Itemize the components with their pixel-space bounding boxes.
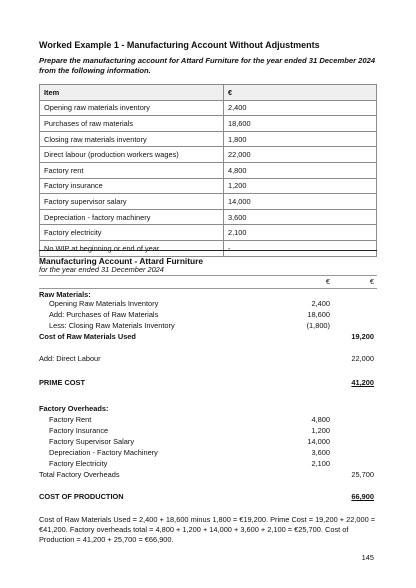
account-subtitle: for the year ended 31 December 2024 (39, 265, 164, 274)
row-label: Direct labour (production workers wages) (40, 147, 224, 163)
account-row (39, 459, 377, 469)
factory-insurance-value: 1,200 (311, 426, 330, 435)
raw-materials-label: Raw Materials: (39, 290, 91, 299)
table-row (40, 225, 377, 241)
row-label: Depreciation - factory machinery (40, 209, 224, 225)
factory-insurance-label: Factory Insurance (49, 426, 109, 435)
factory-electricity-value: 2,100 (311, 459, 330, 468)
row-value: - (224, 240, 377, 256)
row-label: Factory electricity (40, 225, 224, 241)
currency-col2: € (369, 277, 374, 286)
factory-electricity-label: Factory Electricity (49, 459, 108, 468)
row-label: Factory insurance (40, 178, 224, 194)
table-row (40, 147, 377, 163)
table-row (40, 209, 377, 225)
column-header-item: Item (40, 85, 224, 101)
account-row (39, 426, 377, 436)
summary-text: Cost of Raw Materials Used = 2,400 + 18,600 minus 1,800 = €19,200. Prime Cost = 19,200 + 22,000 = €41,200. Factory overheads total = 4,800 + 1,200 + 14,000 + 3,600 + 2,100 = €25,700. Cost of Production = 41,200 + 25,700 = €66,900. (39, 515, 376, 544)
account-row (39, 321, 377, 331)
row-label: Closing raw materials inventory (40, 131, 224, 147)
closing-inventory-value: (1,800) (306, 321, 330, 330)
row-label: No WIP at beginning or end of year (40, 240, 224, 256)
table-row (40, 194, 377, 210)
closing-inventory-label: Less: Closing Raw Materials Inventory (49, 321, 175, 330)
opening-inventory-label: Opening Raw Materials Inventory (49, 299, 159, 308)
row-label: Opening raw materials inventory (40, 100, 224, 116)
header-rule (39, 275, 377, 276)
account-row (39, 404, 377, 414)
account-row (39, 470, 377, 480)
direct-labour-label: Add: Direct Labour (39, 354, 101, 363)
cost-of-production-label: COST OF PRODUCTION (39, 492, 124, 501)
row-label: Factory rent (40, 162, 224, 178)
account-row (39, 354, 377, 364)
table-row (40, 162, 377, 178)
row-value: 1,800 (224, 131, 377, 147)
row-value: 2,100 (224, 225, 377, 241)
factory-rent-label: Factory Rent (49, 415, 92, 424)
row-value: 14,000 (224, 194, 377, 210)
depreciation-label: Depreciation - Factory Machinery (49, 448, 158, 457)
section-divider (39, 250, 377, 251)
row-label: Purchases of raw materials (40, 116, 224, 132)
page-heading: Worked Example 1 - Manufacturing Account Without Adjustments (39, 40, 320, 50)
prime-cost-label: PRIME COST (39, 378, 85, 387)
given-information-table (39, 84, 377, 257)
supervisor-salary-value: 14,000 (307, 437, 330, 446)
account-row (39, 492, 377, 502)
row-value: 22,000 (224, 147, 377, 163)
total-overheads-label: Total Factory Overheads (39, 470, 120, 479)
account-row (39, 437, 377, 447)
table-row (40, 100, 377, 116)
purchases-label: Add: Purchases of Raw Materials (49, 310, 159, 319)
account-row (39, 415, 377, 425)
account-row (39, 332, 377, 342)
page-number: 145 (361, 553, 374, 562)
total-overheads-value: 25,700 (351, 470, 374, 479)
row-value: 18,600 (224, 116, 377, 132)
depreciation-value: 3,600 (311, 448, 330, 457)
table-header-row (40, 85, 377, 101)
currency-rule (39, 288, 377, 289)
table-row (40, 178, 377, 194)
account-row (39, 299, 377, 309)
row-value: 3,600 (224, 209, 377, 225)
cost-of-production-value: 66,900 (351, 492, 374, 501)
row-label: Factory supervisor salary (40, 194, 224, 210)
cost-raw-materials-value: 19,200 (351, 332, 374, 341)
opening-inventory-value: 2,400 (311, 299, 330, 308)
account-title: Manufacturing Account - Attard Furniture (39, 256, 204, 266)
factory-overheads-label: Factory Overheads: (39, 404, 109, 413)
row-value: 1,200 (224, 178, 377, 194)
row-value: 2,400 (224, 100, 377, 116)
prime-cost-value: 41,200 (351, 378, 374, 387)
table-row (40, 131, 377, 147)
account-row (39, 448, 377, 458)
column-header-amount: € (224, 85, 377, 101)
direct-labour-value: 22,000 (351, 354, 374, 363)
instruction-text: Prepare the manufacturing account for Attard Furniture for the year ended 31 December 2024 from the following information. (39, 56, 376, 75)
currency-col1: € (325, 277, 330, 286)
account-row (39, 378, 377, 388)
table-row (40, 116, 377, 132)
account-row (39, 310, 377, 320)
row-value: 4,800 (224, 162, 377, 178)
table-row (40, 240, 377, 256)
cost-raw-materials-label: Cost of Raw Materials Used (39, 332, 136, 341)
supervisor-salary-label: Factory Supervisor Salary (49, 437, 135, 446)
currency-header-row (39, 277, 377, 287)
purchases-value: 18,600 (307, 310, 330, 319)
factory-rent-value: 4,800 (311, 415, 330, 424)
